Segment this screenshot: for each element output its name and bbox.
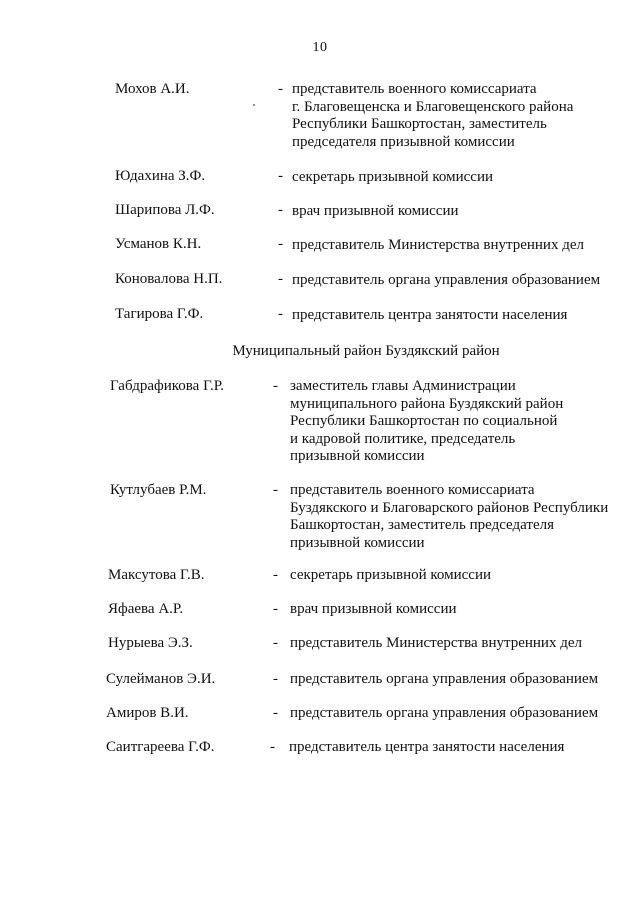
member-role: заместитель главы Администрации муниципального района Буздякский район Республики Башкортостан по социальной и кадровой политике, председатель призывной комиссии (290, 378, 564, 464)
dash: - (278, 236, 283, 252)
member-role: представитель военного комиссариата Буздякского и Благоварского районов Республики Башкортостан, заместитель председателя призывной комиссии (290, 482, 609, 551)
scan-speck (253, 104, 255, 106)
member-name: Мохов А.И. (115, 81, 190, 97)
member-name: Саитгареева Г.Ф. (106, 739, 215, 755)
dash: - (278, 202, 283, 218)
dash: - (273, 671, 278, 687)
member-role: представитель центра занятости населения (292, 307, 568, 323)
page-number: 10 (312, 40, 328, 55)
dash: - (278, 168, 283, 184)
member-name: Максутова Г.В. (108, 567, 205, 583)
dash: - (278, 81, 283, 97)
member-role: врач призывной комиссии (290, 601, 457, 617)
member-name: Кутлубаев Р.М. (110, 482, 207, 498)
member-name: Нурыева Э.З. (108, 635, 193, 651)
member-role: секретарь призывной комиссии (290, 567, 492, 583)
member-role: представитель органа управления образованием (290, 671, 599, 687)
member-role: представитель органа управления образованием (290, 705, 599, 721)
dash: - (273, 378, 278, 394)
member-name: Яфаева А.Р. (108, 601, 184, 617)
dash: - (278, 271, 283, 287)
dash: - (273, 567, 278, 583)
member-role: представитель военного комиссариата г. Благовещенска и Благовещенского района Республики Башкортостан, заместитель председателя призывной комиссии (292, 81, 574, 150)
member-name: Усманов К.Н. (115, 236, 202, 252)
member-role: представитель органа управления образованием (292, 272, 601, 288)
section-heading: Муниципальный район Буздякский район (232, 343, 500, 359)
member-name: Габдрафикова Г.Р. (110, 378, 225, 394)
member-role: секретарь призывной комиссии (292, 169, 494, 185)
member-name: Юдахина З.Ф. (115, 168, 206, 184)
member-role: представитель Министерства внутренних дел (290, 635, 582, 651)
member-name: Шарипова Л.Ф. (115, 202, 215, 218)
dash: - (273, 601, 278, 617)
member-role: врач призывной комиссии (292, 203, 459, 219)
member-name: Амиров В.И. (106, 705, 189, 721)
member-name: Коновалова Н.П. (115, 271, 223, 287)
member-name: Тагирова Г.Ф. (115, 306, 204, 322)
dash: - (273, 482, 278, 498)
dash: - (273, 705, 278, 721)
member-role: представитель Министерства внутренних дел (292, 237, 584, 253)
member-name: Сулейманов Э.И. (106, 671, 216, 687)
member-role: представитель центра занятости населения (289, 739, 565, 755)
dash: - (278, 306, 283, 322)
dash: - (273, 635, 278, 651)
dash: - (270, 739, 275, 755)
